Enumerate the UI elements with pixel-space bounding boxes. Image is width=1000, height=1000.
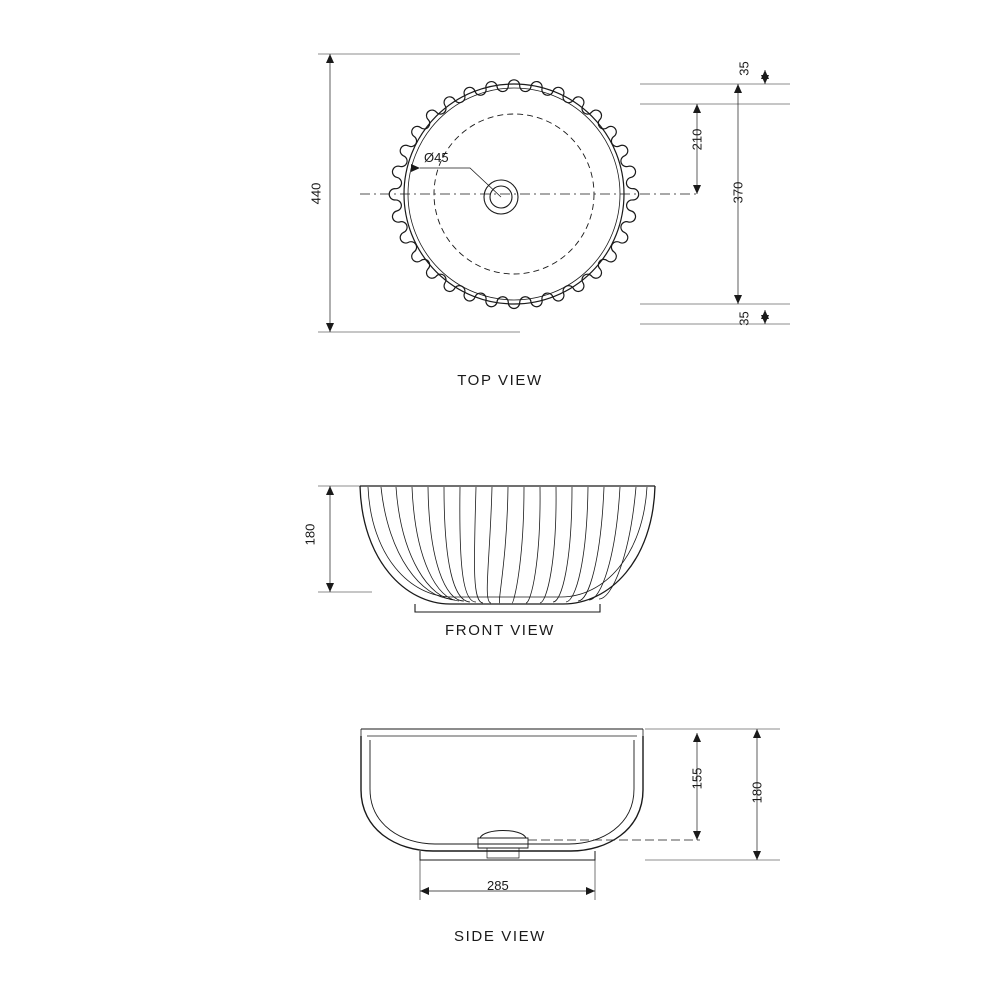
top-view-drawing <box>318 54 790 332</box>
dim-label-top-440: 440 <box>308 182 324 205</box>
front-view-foot <box>415 604 600 612</box>
dim-label-side-155: 155 <box>689 767 705 790</box>
top-view-caption: TOP VIEW <box>457 372 543 389</box>
front-view-drawing <box>318 486 655 612</box>
dim-label-top-35-lower: 35 <box>736 311 752 326</box>
side-view-drain-boss <box>480 831 526 839</box>
dim-label-side-285: 285 <box>487 878 509 893</box>
front-view-caption: FRONT VIEW <box>445 622 555 639</box>
dim-label-side-180: 180 <box>749 781 765 804</box>
front-view-flutes <box>381 487 636 603</box>
drain-diameter-leader <box>420 168 501 197</box>
side-view-outer-profile <box>361 736 643 851</box>
side-view-inner-profile <box>370 740 634 844</box>
side-view-drain-outlet <box>487 848 519 858</box>
side-view-caption: SIDE VIEW <box>454 928 546 945</box>
dim-label-front-180: 180 <box>302 523 318 546</box>
dim-label-top-35-upper: 35 <box>736 61 752 76</box>
dim-label-drain-diameter: Ø45 <box>424 150 449 165</box>
dim-label-top-210: 210 <box>689 128 705 151</box>
dim-label-top-370: 370 <box>730 181 746 204</box>
side-view-drain-body <box>478 838 528 848</box>
side-view-foot <box>420 851 595 860</box>
side-view-drawing <box>361 729 780 900</box>
